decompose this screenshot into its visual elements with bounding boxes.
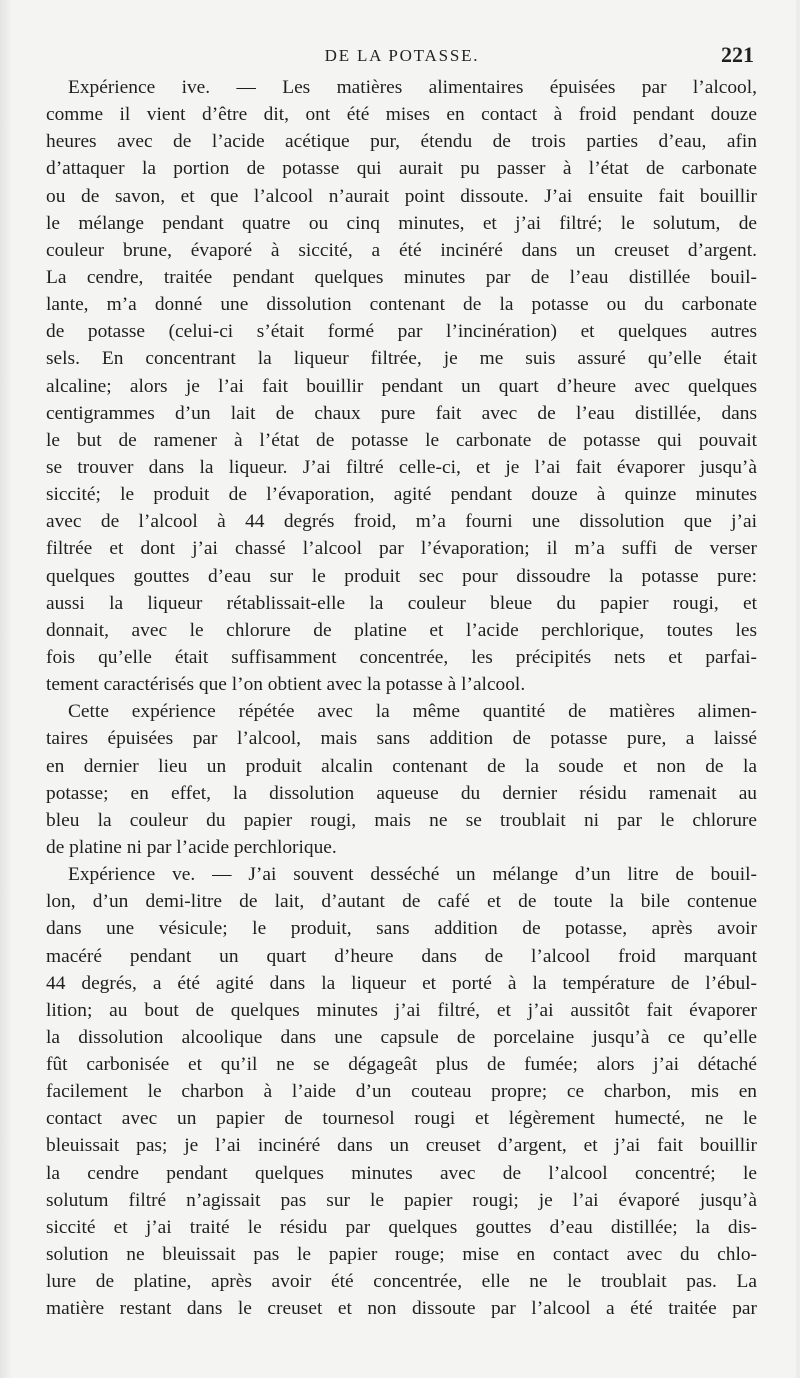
text-line: Cette expérience répétée avec la même quantité de matières alimen- bbox=[68, 701, 757, 723]
text-line: le mélange pendant quatre ou cinq minutes, et j’ai filtré; le solutum, de bbox=[46, 212, 757, 234]
text-line: siccité et j’ai traité le résidu par quelques gouttes d’eau distillée; la dis- bbox=[46, 1216, 757, 1238]
page-gutter-shadow bbox=[0, 0, 12, 1378]
page-number: 221 bbox=[721, 42, 754, 67]
text-line: lition; au bout de quelques minutes j’ai filtré, et j’ai aussitôt fait évaporer bbox=[46, 999, 757, 1021]
text-line: potasse; en effet, la dissolution aqueuse du dernier résidu ramenait au bbox=[46, 782, 757, 804]
text-line: dans une vésicule; le produit, sans addition de potasse, après avoir bbox=[46, 918, 757, 940]
text-line: se trouver dans la liqueur. J’ai filtré celle-ci, et je l’ai fait évaporer jusqu’à bbox=[46, 456, 757, 478]
text-line: facilement le charbon à l’aide d’un couteau propre; ce charbon, mis en bbox=[46, 1081, 757, 1103]
text-line: fût carbonisée et qu’il ne se dégageât plus de fumée; alors j’ai détaché bbox=[46, 1054, 757, 1076]
text-line: fois qu’elle était suffisamment concentrée, les précipités nets et parfai- bbox=[46, 646, 757, 668]
text-line: Expérience ve. — J’ai souvent desséché un mélange d’un litre de bouil- bbox=[68, 864, 757, 886]
text-line: matière restant dans le creuset et non dissoute par l’alcool a été traitée par bbox=[46, 1298, 757, 1320]
text-line: le but de ramener à l’état de potasse le carbonate de potasse qui pouvait bbox=[46, 429, 757, 451]
text-line: la dissolution alcoolique dans une capsule de porcelaine jusqu’à ce qu’elle bbox=[46, 1026, 757, 1048]
running-title: DE LA POTASSE. bbox=[324, 46, 480, 65]
text-line: alcaline; alors je l’ai fait bouillir pendant un quart d’heure avec quelques bbox=[46, 375, 757, 397]
text-line: La cendre, traitée pendant quelques minutes par de l’eau distillée bouil- bbox=[46, 266, 757, 288]
text-line: bleu la couleur du papier rougi, mais ne se troublait ni par le chlorure bbox=[46, 809, 757, 831]
text-line: la cendre pendant quelques minutes avec de l’alcool concentré; le bbox=[46, 1162, 757, 1184]
text-line: de potasse (celui-ci s’était formé par l’incinération) et quelques autres bbox=[46, 321, 757, 343]
text-line: heures avec de l’acide acétique pur, étendu de trois parties d’eau, afin bbox=[46, 131, 757, 153]
text-line: lante, m’a donné une dissolution contenant de la potasse ou du carbonate bbox=[46, 294, 757, 316]
text-line: avec de l’alcool à 44 degrés froid, m’a fourni une dissolution que j’ai bbox=[46, 511, 757, 533]
text-line: filtrée et dont j’ai chassé l’alcool par l’évaporation; il m’a suffi de verser bbox=[46, 538, 757, 560]
text-line: aussi la liqueur rétablissait-elle la couleur bleue du papier rougi, et bbox=[46, 592, 757, 614]
text-line: macéré pendant un quart d’heure dans de l’alcool froid marquant bbox=[46, 945, 757, 967]
text-line: taires épuisées par l’alcool, mais sans addition de potasse pure, a laissé bbox=[46, 728, 757, 750]
text-line: bleuissait pas; je l’ai incinéré dans un creuset d’argent, et j’ai fait bouillir bbox=[46, 1135, 757, 1157]
text-line: couleur brune, évaporé à siccité, a été incinéré dans un creuset d’argent. bbox=[46, 239, 757, 261]
text-line: d’attaquer la portion de potasse qui aurait pu passer à l’état de carbonate bbox=[46, 158, 757, 180]
text-line: contact avec un papier de tournesol rougi et légèrement humecté, ne le bbox=[46, 1108, 757, 1130]
page-edge bbox=[796, 0, 800, 1378]
text-line: ou de savon, et que l’alcool n’aurait point dissoute. J’ai ensuite fait bouillir bbox=[46, 185, 757, 207]
text-line: en dernier lieu un produit alcalin contenant de la soude et non de la bbox=[46, 755, 757, 777]
text-line: tement caractérisés que l’on obtient avec la potasse à l’alcool. bbox=[46, 674, 526, 696]
text-line: siccité; le produit de l’évaporation, agité pendant douze à quinze minutes bbox=[46, 484, 757, 506]
text-line: lure de platine, après avoir été concentrée, elle ne le troublait pas. La bbox=[46, 1271, 757, 1293]
text-line: comme il vient d’être dit, ont été mises en contact à froid pendant douze bbox=[46, 104, 757, 126]
running-head bbox=[46, 42, 758, 72]
body-text bbox=[46, 74, 757, 1322]
text-line: solution ne bleuissait pas le papier rouge; mise en contact avec du chlo- bbox=[46, 1244, 757, 1266]
text-line: donnait, avec le chlorure de platine et l’acide perchlorique, toutes les bbox=[46, 619, 757, 641]
text-line: 44 degrés, a été agité dans la liqueur et porté à la température de l’ébul- bbox=[46, 972, 757, 994]
text-line: sels. En concentrant la liqueur filtrée, je me suis assuré qu’elle était bbox=[46, 348, 757, 370]
text-line: quelques gouttes d’eau sur le produit sec pour dissoudre la potasse pure: bbox=[46, 565, 757, 587]
text-line: Expérience ive. — Les matières alimentaires épuisées par l’alcool, bbox=[68, 77, 757, 98]
text-line: lon, d’un demi-litre de lait, d’autant de café et de toute la bile contenue bbox=[46, 891, 757, 913]
text-line: centigrammes d’un lait de chaux pure fait avec de l’eau distillée, dans bbox=[46, 402, 757, 424]
text-line: solutum filtré n’agissait pas sur le papier rougi; je l’ai évaporé jusqu’à bbox=[46, 1189, 757, 1211]
text-line: de platine ni par l’acide perchlorique. bbox=[46, 836, 337, 858]
